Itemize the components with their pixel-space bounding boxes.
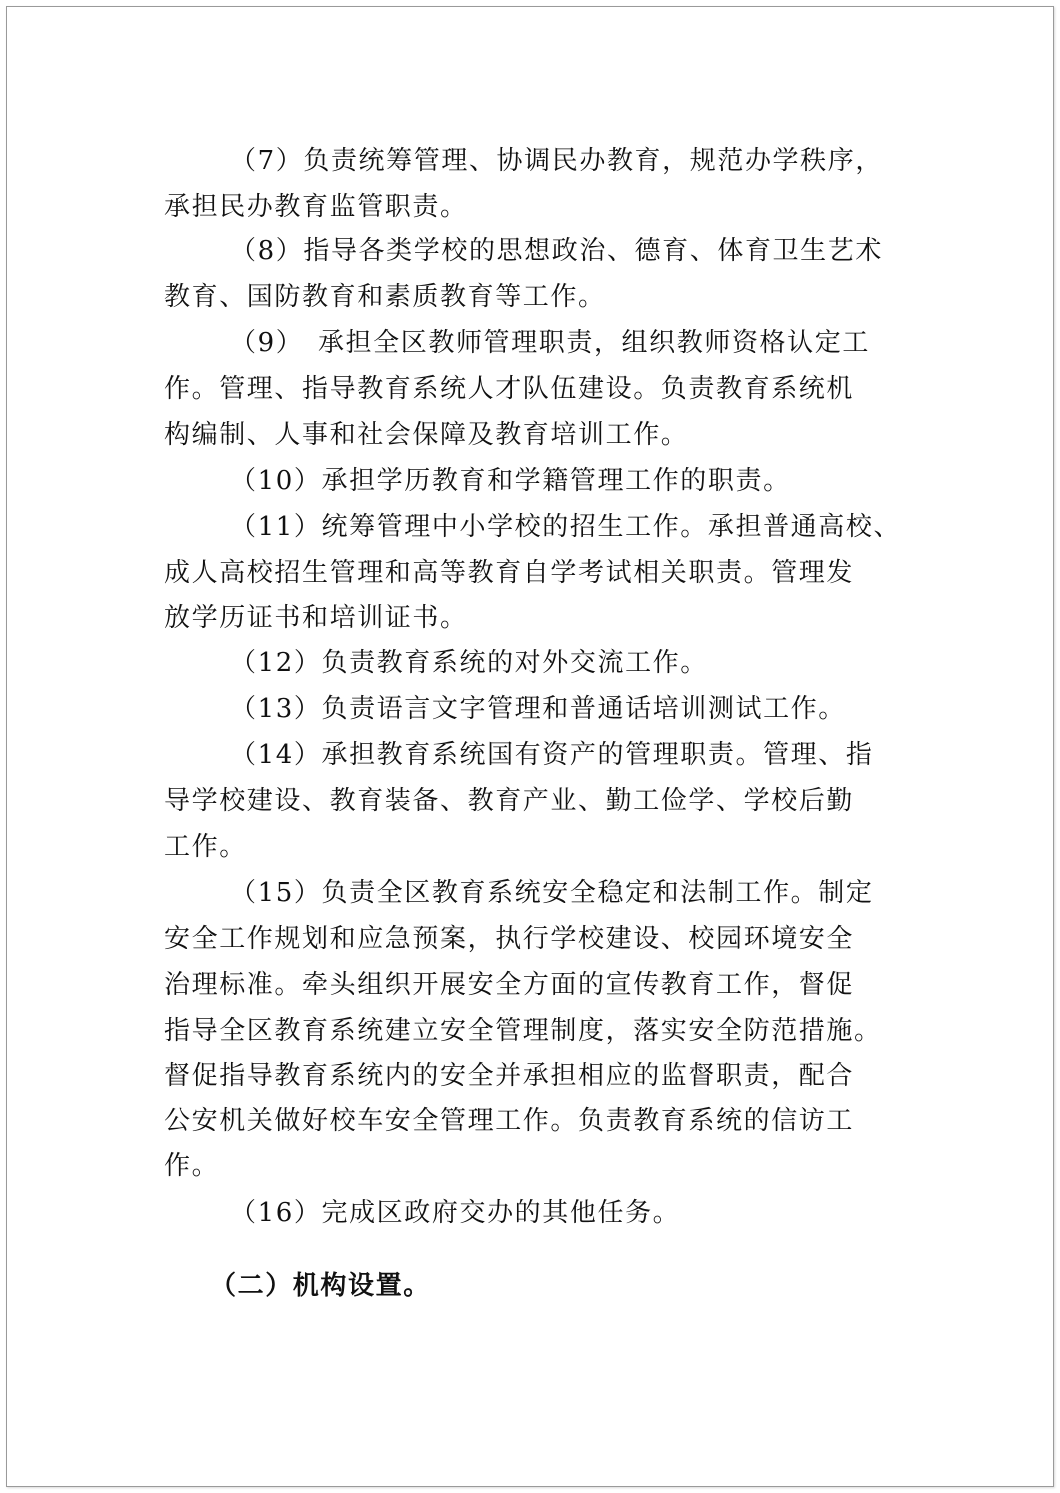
text-line: 成人高校招生管理和高等教育自学考试相关职责。管理发: [164, 558, 855, 588]
text-line: （12）负责教育系统的对外交流工作。: [230, 648, 708, 678]
text-line: 放学历证书和培训证书。: [164, 603, 468, 633]
text-line: （13）负责语言文字管理和普通话培训测试工作。: [230, 694, 846, 724]
text-line: 作。管理、指导教育系统人才队伍建设。负责教育系统机: [164, 374, 855, 404]
text-line: 教育、国防教育和素质教育等工作。: [164, 282, 606, 312]
text-line: 构编制、人事和社会保障及教育培训工作。: [164, 420, 689, 450]
text-line: （14）承担教育系统国有资产的管理职责。管理、指: [230, 740, 874, 770]
text-line: （15）负责全区教育系统安全稳定和法制工作。制定: [230, 878, 874, 908]
text-line: （10）承担学历教育和学籍管理工作的职责。: [230, 466, 791, 496]
text-line: 工作。: [164, 832, 247, 862]
text-line: 安全工作规划和应急预案，执行学校建设、校园环境安全: [164, 924, 855, 954]
text-line: 导学校建设、教育装备、教育产业、勤工俭学、学校后勤: [164, 786, 855, 816]
text-line: （8）指导各类学校的思想政治、德育、体育卫生艺术: [230, 236, 883, 266]
text-line: 作。: [164, 1151, 220, 1181]
text-line: （11）统筹管理中小学校的招生工作。承担普通高校、: [230, 512, 902, 542]
text-line: （16）完成区政府交办的其他任务。: [230, 1198, 681, 1228]
text-line: （7）负责统筹管理、协调民办教育，规范办学秩序，: [230, 146, 883, 176]
text-line: （9） 承担全区教师管理职责，组织教师资格认定工: [230, 328, 870, 358]
text-line: 治理标准。牵头组织开展安全方面的宣传教育工作，督促: [164, 970, 855, 1000]
section-heading: （二）机构设置。: [210, 1271, 431, 1301]
text-line: 公安机关做好校车安全管理工作。负责教育系统的信访工: [164, 1106, 855, 1136]
text-line: 督促指导教育系统内的安全并承担相应的监督职责，配合: [164, 1061, 855, 1091]
text-line: 承担民办教育监管职责。: [164, 192, 468, 222]
text-line: 指导全区教育系统建立安全管理制度，落实安全防范措施。: [164, 1016, 882, 1046]
